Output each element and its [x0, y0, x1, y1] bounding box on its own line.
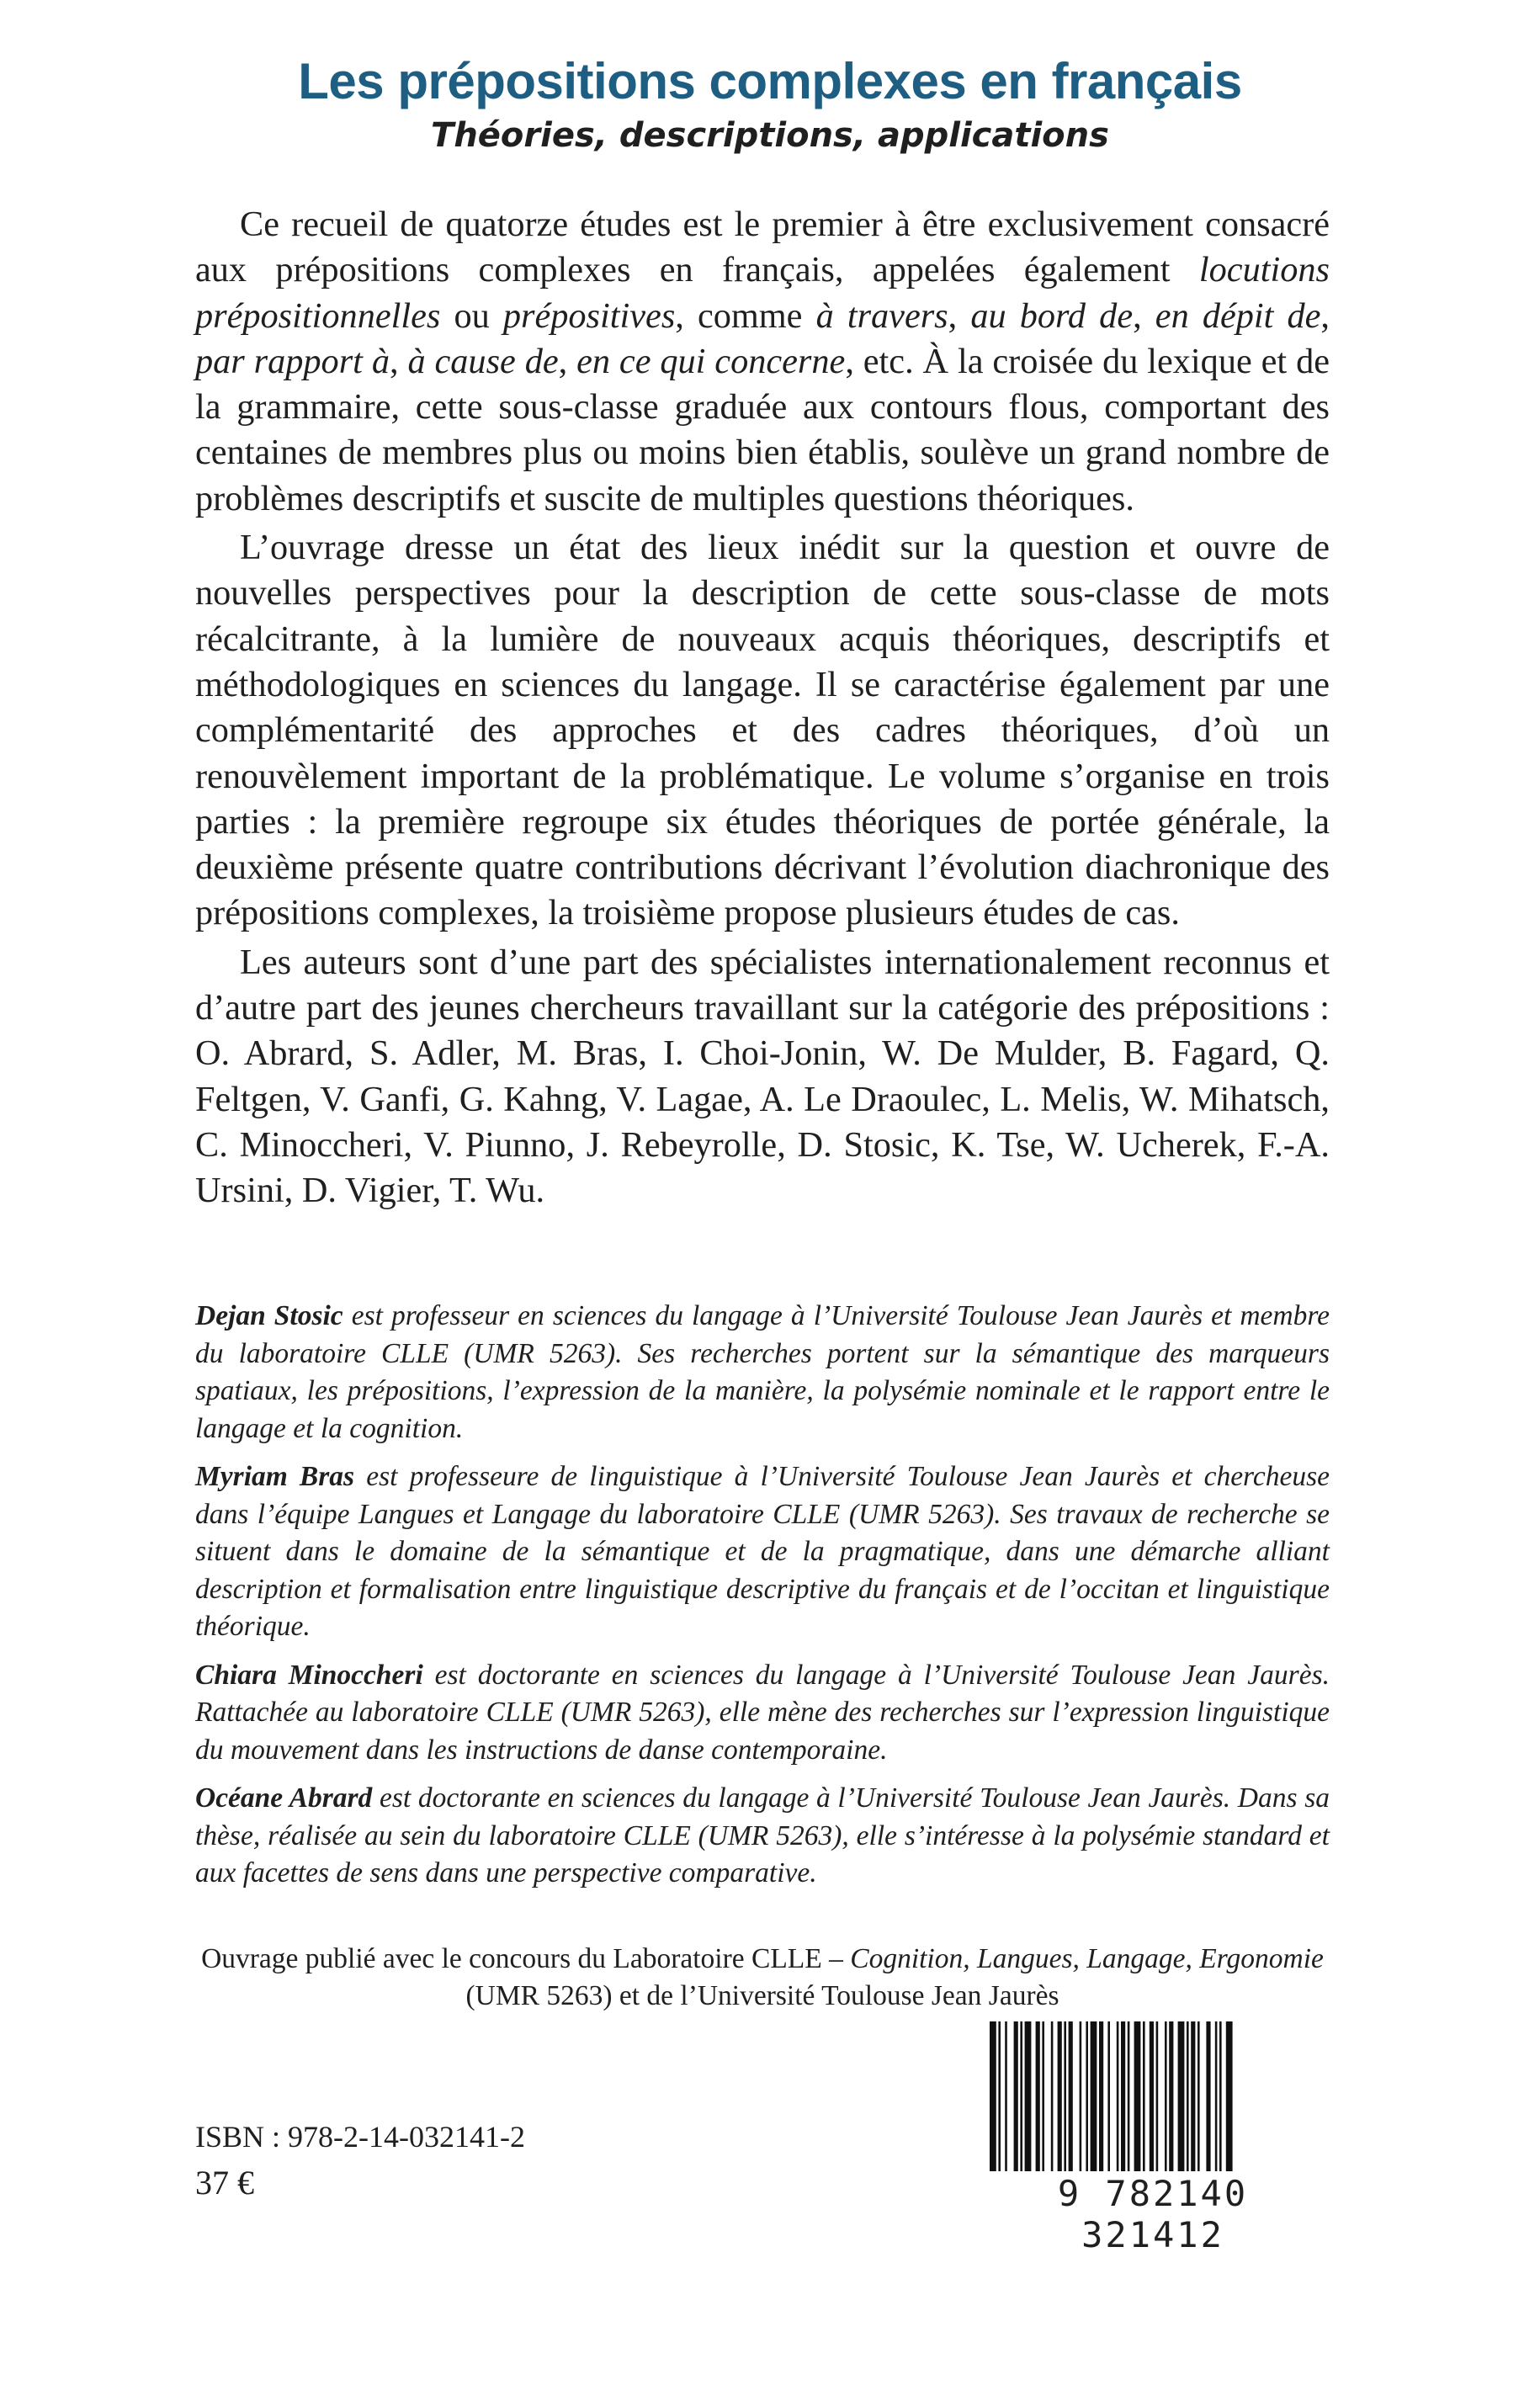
bio-dejan-stosic: Dejan Stosic est professeur en sciences du langage à l’Université Toulouse Jean Jaurès et membre du laboratoire CLLE (UMR 5263). Ses recherches portent sur la sémantique des marqueurs spatiaux, les prépositions, l’expression de la manière, la polysémie nominale et le rapport entre le langage et la cognition. [195, 1300, 1330, 1444]
price: 37 € [195, 2164, 254, 2202]
blurb-paragraph-1: Ce recueil de quatorze études est le premier à être exclusivement consacré aux prépositions complexes en français, appelées également locutions prépositionnelles ou prépositives, comme à travers, au bord de, en dépit de, par rapport à, à cause de, en ce qui concerne, etc. À la croisée du lexique et de la grammaire, cette sous-classe graduée aux contours flous, comportant des centaines de membres plus ou moins bien établis, soulève un grand nombre de problèmes descriptifs et suscite de multiples questions théoriques. [195, 205, 1330, 518]
barcode-digits: 9 782140 321412 [1057, 2173, 1249, 2255]
author-bios [195, 1298, 1330, 1904]
book-subtitle: Théories, descriptions, applications [431, 116, 1109, 155]
bio-oceane-abrard: Océane Abrard est doctorante en sciences du langage à l’Université Toulouse Jean Jaurès. Dans sa thèse, réalisée au sein du laboratoire CLLE (UMR 5263), elle s’intéresse à la polysémie standard et aux facettes de sens dans une perspective comparative. [195, 1782, 1330, 1888]
bio-myriam-bras: Myriam Bras est professeure de linguistique à l’Université Toulouse Jean Jaurès et chercheuse dans l’équipe Langues et Langage du laboratoire CLLE (UMR 5263). Ses travaux de recherche se situent dans le domaine de la sémantique et de la pragmatique, dans une démarche alliant description et formalisation entre linguistique descriptive du français et de l’occitan et linguistique théorique. [195, 1461, 1330, 1642]
blurb-paragraph-2: L’ouvrage dresse un état des lieux inédit sur la question et ouvre de nouvelles perspectives pour la description de cette sous-classe de mots récalcitrante, à la lumière de nouveaux acquis théoriques, descriptifs et méthodologiques en sciences du langage. Il se caractérise également par une complémentarité des approches et des cadres théoriques, d’où un renouvèlement important de la problématique. Le volume s’organise en trois parties : la première regroupe six études théoriques de portée générale, la deuxième présente quatre contributions décrivant l’évolution diachronique des prépositions complexes, la troisième propose plusieurs études de cas. [195, 528, 1330, 933]
publication-note: Ouvrage publié avec le concours du Laboratoire CLLE – Cognition, Langues, Langage, Ergonomie (UMR 5263) et de l’Université Toulouse Jean Jaurès [201, 1943, 1324, 2011]
blurb-paragraph-3: Les auteurs sont d’une part des spécialistes internationalement reconnus et d’autre part des jeunes chercheurs travaillant sur la catégorie des prépositions : O. Abrard, S. Adler, M. Bras, I. Choi-Jonin, W. De Mulder, B. Fagard, Q. Feltgen, V. Ganfi, G. Kahng, V. Lagae, A. Le Draoulec, L. Melis, W. Mihatsch, C. Minoccheri, V. Piunno, J. Rebeyrolle, D. Stosic, K. Tse, W. Ucherek, F.-A. Ursini, D. Vigier, T. Wu. [195, 942, 1330, 1211]
blurb [195, 202, 1330, 1218]
bio-chiara-minoccheri: Chiara Minoccheri est doctorante en sciences du langage à l’Université Toulouse Jean Jaurès. Rattachée au laboratoire CLLE (UMR 5263), elle mène des recherches sur l’expression linguistique du mouvement dans les instructions de danse contemporaine. [195, 1659, 1330, 1766]
isbn: ISBN : 978-2-14-032141-2 [195, 2120, 525, 2154]
book-title: Les prépositions complexes en français [298, 53, 1242, 109]
